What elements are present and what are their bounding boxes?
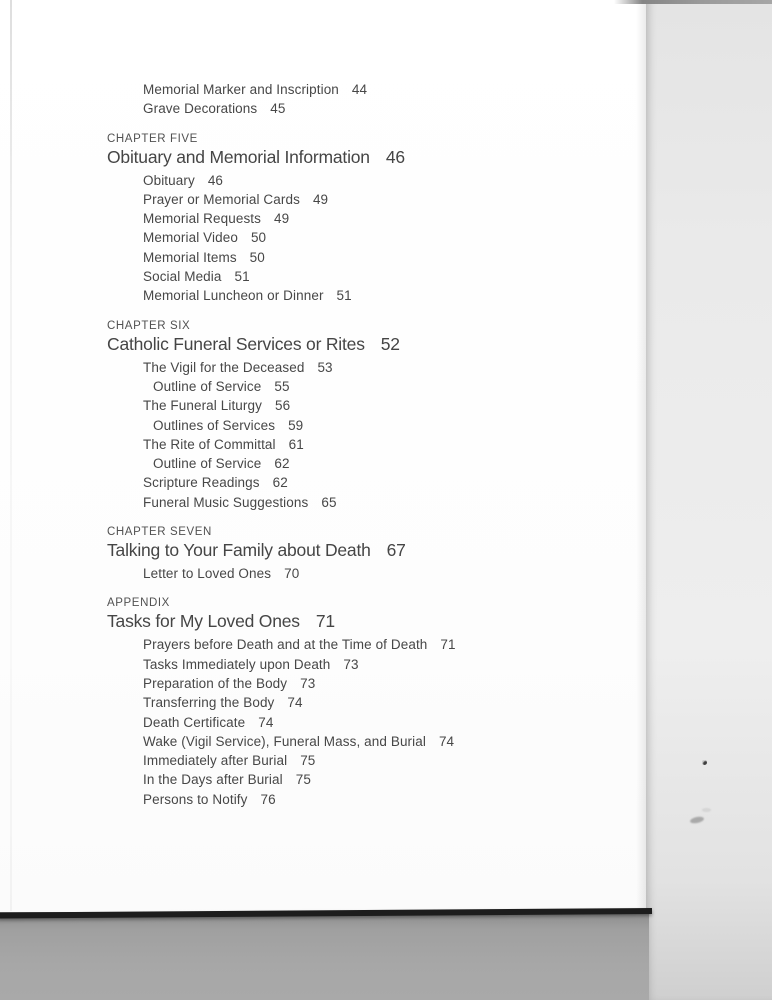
toc-entry bbox=[107, 209, 456, 228]
toc-entry bbox=[107, 751, 456, 770]
entry-page-number: 65 bbox=[321, 494, 337, 510]
toc-entry bbox=[107, 99, 456, 118]
toc-entry bbox=[107, 770, 456, 789]
entry-label: Obituary bbox=[143, 172, 195, 188]
chapter-title-text: Tasks for My Loved Ones bbox=[107, 611, 300, 632]
entry-label: Transferring the Body bbox=[143, 695, 275, 711]
entry-label: Tasks Immediately upon Death bbox=[143, 656, 331, 672]
toc-entry bbox=[107, 286, 456, 305]
entry-page-number: 56 bbox=[274, 398, 291, 414]
chapter-kicker: CHAPTER SIX bbox=[107, 319, 191, 332]
chapter-title bbox=[107, 612, 456, 631]
scanner-background bbox=[0, 912, 649, 1000]
entry-label: Memorial Requests bbox=[143, 211, 261, 227]
entry-label: The Vigil for the Deceased bbox=[143, 359, 305, 375]
entry-page-number: 75 bbox=[295, 772, 311, 788]
toc-entry bbox=[107, 473, 456, 492]
dust-speck bbox=[702, 808, 711, 812]
chapter-title bbox=[107, 148, 456, 167]
toc-entry bbox=[107, 564, 456, 583]
page-right-edge-shadow bbox=[636, 0, 646, 911]
toc-section bbox=[107, 319, 456, 512]
entry-label: Outline of Service bbox=[153, 378, 262, 394]
toc-content bbox=[107, 80, 456, 809]
chapter-kicker: CHAPTER FIVE bbox=[107, 132, 198, 145]
toc-entry bbox=[107, 655, 456, 674]
toc-entry bbox=[107, 267, 456, 286]
toc-entry bbox=[107, 732, 456, 751]
chapter-title-text: Obituary and Memorial Information bbox=[107, 146, 370, 167]
entry-label: Wake (Vigil Service), Funeral Mass, and Burial bbox=[143, 733, 426, 749]
entry-page-number: 76 bbox=[260, 791, 276, 807]
toc-entry bbox=[107, 454, 456, 473]
toc-entry bbox=[107, 416, 456, 435]
toc-top-items bbox=[107, 80, 456, 119]
toc-entry bbox=[107, 171, 456, 190]
chapter-page-number: 52 bbox=[380, 333, 400, 354]
toc-entry bbox=[107, 80, 456, 99]
chapter-page-number: 67 bbox=[386, 540, 406, 561]
entry-label: Death Certificate bbox=[143, 714, 246, 730]
entry-page-number: 59 bbox=[288, 417, 304, 433]
entry-label: Memorial Video bbox=[143, 230, 238, 246]
entry-label: Memorial Items bbox=[143, 249, 237, 265]
entry-label: Scripture Readings bbox=[143, 475, 260, 491]
scan-top-edge bbox=[614, 0, 772, 4]
entry-page-number: 71 bbox=[440, 637, 456, 653]
entry-label: Preparation of the Body bbox=[143, 675, 288, 691]
entry-label: Memorial Luncheon or Dinner bbox=[143, 288, 324, 304]
entry-page-number: 50 bbox=[249, 249, 265, 265]
entry-label: Persons to Notify bbox=[143, 791, 248, 807]
entry-page-number: 53 bbox=[317, 359, 333, 375]
toc-entry bbox=[107, 396, 456, 415]
toc-entry bbox=[107, 377, 456, 396]
toc-entry bbox=[107, 790, 456, 809]
page-edge bbox=[646, 0, 772, 1000]
entry-page-number: 74 bbox=[258, 714, 274, 730]
entry-page-number: 49 bbox=[274, 211, 290, 227]
entry-label: In the Days after Burial bbox=[143, 772, 283, 788]
entry-page-number: 73 bbox=[300, 675, 316, 691]
toc-entry bbox=[107, 358, 456, 377]
page-crease bbox=[10, 0, 12, 911]
entry-label: Memorial Marker and Inscription bbox=[143, 82, 339, 97]
entry-label: Immediately after Burial bbox=[143, 753, 288, 769]
toc-entry bbox=[107, 435, 456, 454]
entry-label: Outline of Service bbox=[153, 456, 262, 472]
entry-label: Funeral Music Suggestions bbox=[143, 494, 309, 510]
toc-entry bbox=[107, 713, 456, 732]
toc-entry bbox=[107, 228, 456, 247]
toc-entry bbox=[107, 635, 456, 654]
chapter-kicker: APPENDIX bbox=[107, 597, 170, 610]
toc-sections bbox=[107, 132, 456, 809]
entry-label: The Funeral Liturgy bbox=[143, 398, 262, 414]
entry-page-number: 73 bbox=[343, 656, 359, 672]
toc-section bbox=[107, 596, 456, 809]
chapter-page-number: 71 bbox=[315, 611, 335, 632]
entry-label: Prayers before Death and at the Time of Death bbox=[143, 637, 428, 653]
toc-entry bbox=[107, 493, 456, 512]
entry-label: Outlines of Services bbox=[153, 417, 276, 433]
entry-page-number: 45 bbox=[270, 101, 286, 117]
toc-section bbox=[107, 525, 456, 583]
entry-page-number: 49 bbox=[312, 191, 329, 207]
entry-page-number: 62 bbox=[272, 475, 288, 491]
entry-label: Social Media bbox=[143, 269, 222, 285]
entry-page-number: 75 bbox=[300, 753, 316, 769]
chapter-title bbox=[107, 335, 456, 354]
chapter-title-text: Catholic Funeral Services or Rites bbox=[107, 333, 365, 354]
toc-entry bbox=[107, 248, 456, 267]
entry-page-number: 46 bbox=[207, 172, 224, 188]
entry-page-number: 61 bbox=[288, 436, 304, 452]
dust-speck bbox=[702, 760, 707, 765]
entry-page-number: 74 bbox=[287, 695, 303, 711]
toc-entry bbox=[107, 693, 456, 712]
entry-page-number: 62 bbox=[274, 456, 290, 472]
toc-entry bbox=[107, 190, 456, 209]
entry-label: Grave Decorations bbox=[143, 101, 258, 117]
toc-section bbox=[107, 132, 456, 306]
entry-page-number: 55 bbox=[274, 378, 290, 394]
entry-label: Letter to Loved Ones bbox=[143, 566, 272, 582]
chapter-page-number: 46 bbox=[385, 146, 405, 167]
entry-page-number: 44 bbox=[351, 82, 368, 97]
toc-entry bbox=[107, 674, 456, 693]
entry-page-number: 70 bbox=[284, 566, 300, 582]
chapter-title-text: Talking to Your Family about Death bbox=[107, 540, 371, 561]
entry-page-number: 74 bbox=[438, 733, 455, 749]
chapter-kicker: CHAPTER SEVEN bbox=[107, 526, 212, 539]
entry-label: The Rite of Committal bbox=[143, 436, 276, 452]
entry-page-number: 51 bbox=[336, 288, 352, 304]
entry-page-number: 51 bbox=[234, 269, 250, 285]
entry-label: Prayer or Memorial Cards bbox=[143, 191, 300, 207]
entry-page-number: 50 bbox=[250, 230, 267, 246]
chapter-title bbox=[107, 541, 456, 560]
dust-speck bbox=[690, 816, 705, 825]
